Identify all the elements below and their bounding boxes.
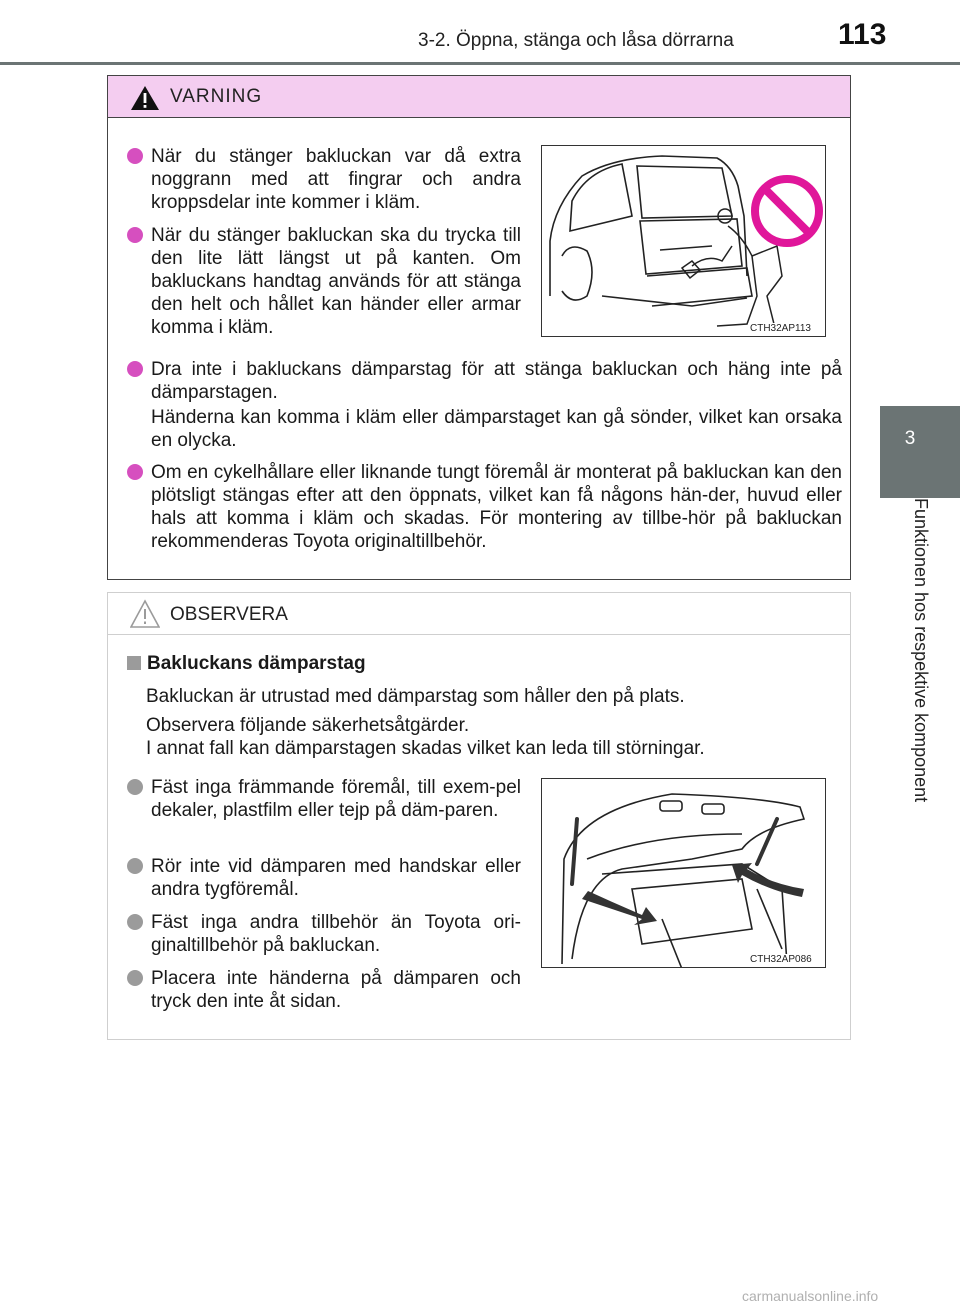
chapter-tab xyxy=(880,406,960,498)
list-item xyxy=(127,911,521,957)
bullet-dot xyxy=(127,148,143,164)
bullet-text: Fäst inga andra tillbehör än Toyota ori-ginaltillbehör på bakluckan. xyxy=(151,912,521,956)
notice-label: OBSERVERA xyxy=(170,604,288,625)
chapter-title: Funktionen hos respektive komponent xyxy=(911,498,931,803)
list-item xyxy=(127,776,521,822)
header-rule xyxy=(0,62,960,65)
warning-header xyxy=(108,76,850,118)
bullet-text: Om en cykelhållare eller liknande tungt föremål är monterat på bakluckan kan den plötsligt stängas efter att den öppnats, vilket kan få någons hän-der, huvud eller hals att komma i kläm och skadas. För montering av tillbe-hör på bakluckan rekommenderas Toyota originaltillbehör. xyxy=(151,462,842,552)
list-item xyxy=(127,145,521,214)
page-number: 113 xyxy=(838,18,887,51)
bullet-text: När du stänger bakluckan var då extra noggrann med att fingrar och andra kroppsdelar inte kommer i kläm. xyxy=(151,146,521,213)
warning-label: VARNING xyxy=(170,86,263,107)
bullet-dot xyxy=(127,970,143,986)
bullet-dot xyxy=(127,914,143,930)
bullet-dot xyxy=(127,858,143,874)
list-item xyxy=(127,358,842,452)
bullet-text: Fäst inga främmande föremål, till exem-pel dekaler, plastfilm eller tejp på däm-paren. xyxy=(151,777,521,821)
open-tailgate-icon xyxy=(542,779,826,968)
watermark: carmanualsonline.info xyxy=(742,1288,879,1304)
bullet-text: Placera inte händerna på dämparen och tryck den inte åt sidan. xyxy=(151,968,521,1012)
paragraph xyxy=(146,714,836,760)
paragraph-line: I annat fall kan dämparstagen skadas vilket kan leda till störningar. xyxy=(146,738,705,759)
list-item xyxy=(127,224,521,339)
caution-triangle-icon xyxy=(130,599,160,629)
car-tailgate-icon xyxy=(542,146,826,337)
illustration-code: CTH32AP086 xyxy=(750,954,812,965)
warning-triangle-icon xyxy=(130,85,160,111)
page-header xyxy=(0,0,960,60)
tailgate-closing-illustration xyxy=(541,145,826,337)
square-bullet-icon xyxy=(127,656,141,670)
damper-strut-illustration xyxy=(541,778,826,968)
bullet-dot xyxy=(127,227,143,243)
bullet-dot xyxy=(127,779,143,795)
chapter-title-vertical xyxy=(890,498,950,878)
bullet-text: Rör inte vid dämparen med handskar eller andra tygföremål. xyxy=(151,856,521,900)
bullet-dot xyxy=(127,361,143,377)
section-heading xyxy=(127,653,366,675)
bullet-dot xyxy=(127,464,143,480)
notice-header xyxy=(108,593,850,635)
list-item xyxy=(127,855,521,901)
bullet-continuation: Händerna kan komma i kläm eller dämparstaget kan gå sönder, vilket kan orsaka en olycka. xyxy=(151,407,842,451)
bullet-text: När du stänger bakluckan ska du trycka till den lite lätt längst ut på kanten. Om bakluckans handtag används för att stänga den helt och hållet kan händer eller armar komma i kläm. xyxy=(151,225,521,338)
list-item xyxy=(127,461,842,553)
bullet-text: Dra inte i bakluckans dämparstag för att stänga bakluckan och häng inte på dämparstagen. xyxy=(151,359,842,403)
heading-text: Bakluckans dämparstag xyxy=(147,653,366,674)
section-title: 3-2. Öppna, stänga och låsa dörrarna xyxy=(418,30,734,51)
chapter-number: 3 xyxy=(904,428,916,449)
paragraph: Bakluckan är utrustad med dämparstag som håller den på plats. xyxy=(146,686,685,707)
illustration-code: CTH32AP113 xyxy=(750,323,811,334)
list-item xyxy=(127,967,521,1013)
paragraph-line: Observera följande säkerhetsåtgärder. xyxy=(146,715,470,736)
